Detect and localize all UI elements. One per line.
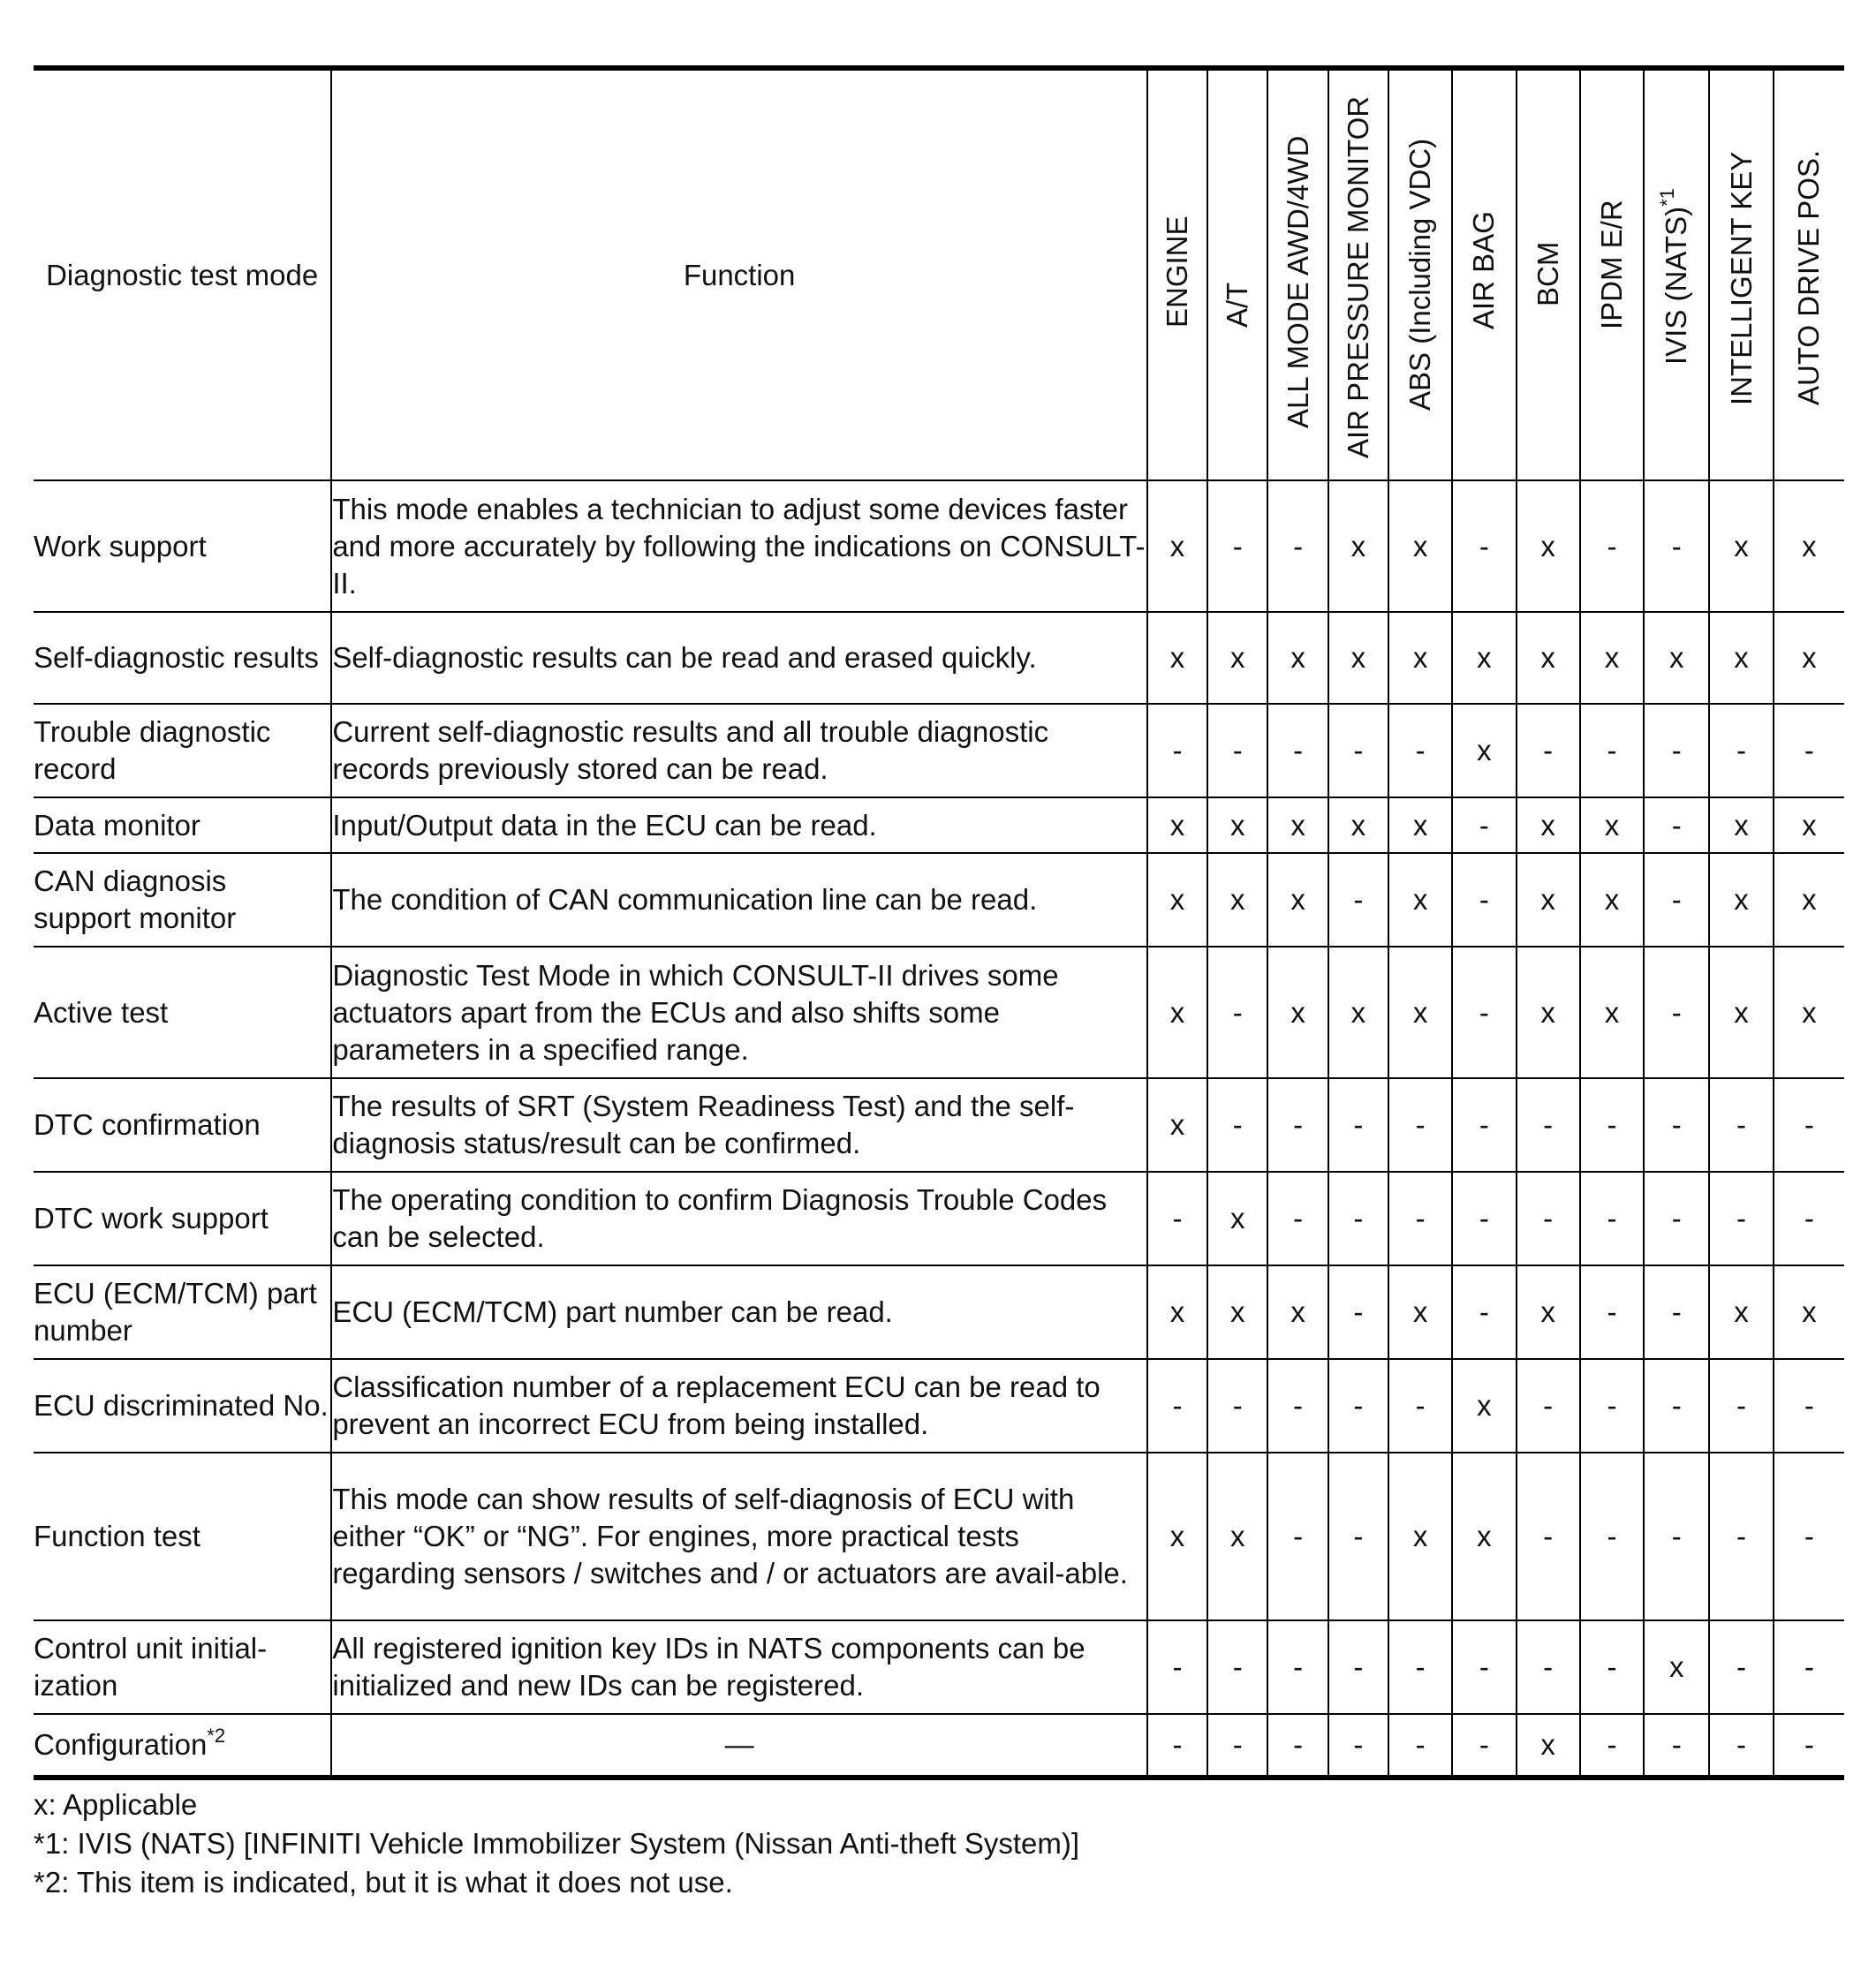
- applicability-mark: -: [1517, 1359, 1580, 1453]
- applicability-mark: x: [1207, 1453, 1267, 1620]
- applicability-mark: -: [1267, 1172, 1328, 1265]
- diagnostic-mode-label: Data monitor: [34, 808, 200, 842]
- footnote-1: *1: IVIS (NATS) [INFINITI Vehicle Immobilizer System (Nissan Anti-theft System)]: [34, 1827, 1080, 1860]
- applicability-mark: -: [1774, 704, 1844, 797]
- function-description-cell: The condition of CAN communication line can be read.: [331, 853, 1147, 947]
- applicability-mark: -: [1452, 480, 1516, 612]
- footnote-marker-2: *2: [207, 1725, 226, 1747]
- diagnostic-mode-label: Trouble diagnostic record: [34, 715, 271, 785]
- applicability-mark: -: [1580, 1359, 1644, 1453]
- applicability-mark: x: [1517, 947, 1580, 1078]
- applicability-mark: -: [1147, 1359, 1207, 1453]
- applicability-mark: x: [1388, 947, 1452, 1078]
- function-description-cell: The results of SRT (System Readiness Test) and the self-diagnosis status/result can be confirmed.: [331, 1078, 1147, 1172]
- applicability-mark: x: [1147, 947, 1207, 1078]
- applicability-mark: -: [1267, 704, 1328, 797]
- applicability-mark: x: [1517, 853, 1580, 947]
- header-system-abs: [1388, 68, 1452, 480]
- applicability-mark: -: [1580, 1714, 1644, 1778]
- applicability-mark: x: [1580, 947, 1644, 1078]
- system-label: INTELLIGENT KEY: [1724, 151, 1758, 405]
- diagnostic-mode-cell: [34, 1453, 331, 1620]
- function-description-cell: ECU (ECM/TCM) part number can be read.: [331, 1265, 1147, 1359]
- applicability-mark: x: [1774, 947, 1844, 1078]
- applicability-mark: -: [1147, 1620, 1207, 1714]
- applicability-mark: x: [1452, 1359, 1516, 1453]
- diagnostic-mode-label: DTC confirmation: [34, 1108, 261, 1141]
- applicability-mark: -: [1267, 1620, 1328, 1714]
- applicability-mark: x: [1267, 853, 1328, 947]
- diagnostic-mode-cell: [34, 1714, 331, 1778]
- applicability-mark: -: [1517, 1453, 1580, 1620]
- system-label: BCM: [1531, 241, 1564, 306]
- applicability-mark: -: [1709, 1620, 1773, 1714]
- header-diagnostic-test-mode: Diagnostic test mode: [34, 68, 331, 480]
- applicability-mark: -: [1328, 1172, 1388, 1265]
- applicability-mark: x: [1267, 1265, 1328, 1359]
- table-row: [34, 1620, 1844, 1714]
- applicability-mark: -: [1207, 1620, 1267, 1714]
- diagnostic-mode-label: ECU (ECM/TCM) part number: [34, 1277, 317, 1347]
- applicability-mark: x: [1580, 853, 1644, 947]
- applicability-mark: x: [1517, 1714, 1580, 1778]
- applicability-mark: x: [1709, 797, 1773, 853]
- applicability-mark: -: [1328, 1265, 1388, 1359]
- applicability-mark: -: [1709, 1714, 1773, 1778]
- applicability-mark: -: [1644, 1714, 1709, 1778]
- system-label: AUTO DRIVE POS.: [1792, 149, 1826, 405]
- applicability-mark: -: [1328, 1453, 1388, 1620]
- table-body: [34, 480, 1844, 1778]
- applicability-mark: -: [1709, 1453, 1773, 1620]
- diagnostic-mode-label: CAN diagnosis support monitor: [34, 864, 237, 934]
- applicability-mark: x: [1147, 1453, 1207, 1620]
- header-system-at: [1207, 68, 1267, 480]
- applicability-mark: -: [1207, 704, 1267, 797]
- applicability-mark: -: [1207, 480, 1267, 612]
- function-description-cell: This mode enables a technician to adjust some devices faster and more accurately by following the indications on CONSULT-II.: [331, 480, 1147, 612]
- applicability-mark: -: [1388, 1078, 1452, 1172]
- applicability-mark: -: [1452, 797, 1516, 853]
- applicability-mark: x: [1517, 480, 1580, 612]
- applicability-mark: x: [1580, 797, 1644, 853]
- applicability-mark: -: [1644, 1453, 1709, 1620]
- applicability-mark: x: [1207, 1172, 1267, 1265]
- diagnostic-mode-cell: [34, 1078, 331, 1172]
- applicability-mark: x: [1452, 1453, 1516, 1620]
- system-label: AIR PRESSURE MONITOR: [1341, 95, 1374, 458]
- function-description-cell: Input/Output data in the ECU can be read.: [331, 797, 1147, 853]
- table-row: [34, 704, 1844, 797]
- diagnostic-mode-label: Configuration: [34, 1728, 208, 1761]
- function-description-cell: Current self-diagnostic results and all trouble diagnostic records previously stored can be read.: [331, 704, 1147, 797]
- applicability-mark: x: [1709, 853, 1773, 947]
- header-system-bcm: [1517, 68, 1580, 480]
- applicability-mark: -: [1580, 1453, 1644, 1620]
- applicability-mark: x: [1388, 1453, 1452, 1620]
- diagnostic-mode-cell: [34, 947, 331, 1078]
- applicability-mark: x: [1774, 480, 1844, 612]
- applicability-mark: -: [1388, 1714, 1452, 1778]
- applicability-mark: x: [1517, 797, 1580, 853]
- applicability-mark: -: [1709, 1359, 1773, 1453]
- system-label: IPDM E/R: [1594, 200, 1628, 329]
- applicability-mark: -: [1147, 1714, 1207, 1778]
- applicability-mark: x: [1774, 853, 1844, 947]
- system-label: A/T: [1221, 282, 1254, 328]
- applicability-mark: x: [1709, 1265, 1773, 1359]
- applicability-mark: x: [1709, 612, 1773, 704]
- applicability-mark: -: [1207, 1078, 1267, 1172]
- applicability-mark: -: [1452, 853, 1516, 947]
- applicability-mark: -: [1328, 853, 1388, 947]
- applicability-mark: -: [1328, 1620, 1388, 1714]
- applicability-mark: x: [1147, 1265, 1207, 1359]
- applicability-mark: x: [1709, 947, 1773, 1078]
- applicability-mark: -: [1388, 1172, 1452, 1265]
- function-description-cell: All registered ignition key IDs in NATS components can be initialized and new IDs can be registered.: [331, 1620, 1147, 1714]
- diagnostic-mode-cell: [34, 1172, 331, 1265]
- header-system-air-bag: [1452, 68, 1516, 480]
- applicability-mark: -: [1517, 1620, 1580, 1714]
- table-row: [34, 1265, 1844, 1359]
- applicability-mark: -: [1580, 704, 1644, 797]
- applicability-mark: -: [1452, 1620, 1516, 1714]
- applicability-mark: -: [1709, 1078, 1773, 1172]
- applicability-mark: -: [1207, 1359, 1267, 1453]
- table-row: [34, 1453, 1844, 1620]
- applicability-mark: x: [1267, 612, 1328, 704]
- applicability-mark: -: [1207, 1714, 1267, 1778]
- diagnostic-mode-cell: [34, 1359, 331, 1453]
- applicability-mark: -: [1328, 1359, 1388, 1453]
- system-label: [1658, 188, 1695, 365]
- applicability-mark: -: [1267, 1078, 1328, 1172]
- applicability-mark: -: [1774, 1714, 1844, 1778]
- applicability-mark: x: [1147, 1078, 1207, 1172]
- header-system-all-mode-awd-4wd: [1267, 68, 1328, 480]
- diagnostic-mode-cell: [34, 704, 331, 797]
- applicability-mark: x: [1709, 480, 1773, 612]
- footnote-marker-1: *1: [1656, 188, 1679, 207]
- applicability-mark: x: [1207, 797, 1267, 853]
- applicability-mark: x: [1774, 797, 1844, 853]
- applicability-mark: x: [1388, 612, 1452, 704]
- applicability-mark: x: [1328, 947, 1388, 1078]
- function-description-cell: —: [331, 1714, 1147, 1778]
- applicability-mark: x: [1774, 1265, 1844, 1359]
- applicability-mark: -: [1147, 704, 1207, 797]
- table-row: [34, 947, 1844, 1078]
- footnote-applicable: x: Applicable: [34, 1788, 198, 1821]
- header-system-air-pressure-monitor: [1328, 68, 1388, 480]
- applicability-mark: -: [1709, 704, 1773, 797]
- applicability-mark: -: [1774, 1078, 1844, 1172]
- function-description-cell: Classification number of a replacement ECU can be read to prevent an incorrect ECU from being installed.: [331, 1359, 1147, 1453]
- table-row: [34, 1078, 1844, 1172]
- table-row: [34, 480, 1844, 612]
- applicability-mark: -: [1452, 1078, 1516, 1172]
- table-row: [34, 797, 1844, 853]
- applicability-mark: x: [1452, 704, 1516, 797]
- applicability-mark: -: [1267, 1714, 1328, 1778]
- applicability-mark: -: [1774, 1359, 1844, 1453]
- footnote-2: *2: This item is indicated, but it is what it does not use.: [34, 1866, 733, 1899]
- applicability-mark: x: [1328, 480, 1388, 612]
- applicability-mark: -: [1580, 1265, 1644, 1359]
- applicability-mark: -: [1644, 1078, 1709, 1172]
- applicability-mark: x: [1147, 480, 1207, 612]
- applicability-mark: x: [1644, 612, 1709, 704]
- applicability-mark: x: [1388, 480, 1452, 612]
- ivis-label: IVIS (NATS): [1660, 206, 1693, 365]
- applicability-mark: -: [1452, 1172, 1516, 1265]
- applicability-mark: x: [1517, 1265, 1580, 1359]
- applicability-mark: -: [1328, 704, 1388, 797]
- applicability-mark: x: [1580, 612, 1644, 704]
- applicability-mark: x: [1207, 853, 1267, 947]
- applicability-mark: -: [1644, 1172, 1709, 1265]
- system-label: AIR BAG: [1467, 211, 1501, 329]
- applicability-mark: -: [1267, 1453, 1328, 1620]
- function-description-cell: Self-diagnostic results can be read and erased quickly.: [331, 612, 1147, 704]
- header-row: [34, 68, 1844, 480]
- diagnostic-mode-cell: [34, 1620, 331, 1714]
- applicability-mark: x: [1388, 1265, 1452, 1359]
- applicability-mark: -: [1517, 1172, 1580, 1265]
- applicability-mark: -: [1147, 1172, 1207, 1265]
- header-system-intelligent-key: [1709, 68, 1773, 480]
- applicability-mark: -: [1644, 853, 1709, 947]
- applicability-mark: x: [1644, 1620, 1709, 1714]
- diagnostic-mode-cell: [34, 797, 331, 853]
- applicability-mark: -: [1644, 480, 1709, 612]
- applicability-mark: x: [1388, 853, 1452, 947]
- applicability-mark: x: [1207, 612, 1267, 704]
- applicability-mark: -: [1328, 1714, 1388, 1778]
- system-label: ABS (Including VDC): [1403, 138, 1437, 411]
- table-row: [34, 1172, 1844, 1265]
- header-system-auto-drive-pos: [1774, 68, 1844, 480]
- applicability-mark: -: [1580, 1078, 1644, 1172]
- diagnostic-test-mode-table: [34, 65, 1844, 1780]
- applicability-mark: -: [1644, 1265, 1709, 1359]
- diagnostic-mode-cell: [34, 1265, 331, 1359]
- applicability-mark: x: [1328, 612, 1388, 704]
- table-row: [34, 1359, 1844, 1453]
- table-row: [34, 853, 1844, 947]
- applicability-mark: -: [1267, 480, 1328, 612]
- applicability-mark: -: [1580, 1620, 1644, 1714]
- applicability-mark: -: [1709, 1172, 1773, 1265]
- applicability-mark: -: [1452, 947, 1516, 1078]
- applicability-mark: x: [1147, 853, 1207, 947]
- applicability-mark: -: [1774, 1620, 1844, 1714]
- diagnostic-mode-label: Function test: [34, 1520, 200, 1552]
- applicability-mark: -: [1580, 480, 1644, 612]
- applicability-mark: -: [1388, 1359, 1452, 1453]
- applicability-mark: -: [1328, 1078, 1388, 1172]
- table-row: [34, 612, 1844, 704]
- applicability-mark: -: [1207, 947, 1267, 1078]
- applicability-mark: x: [1517, 612, 1580, 704]
- applicability-mark: x: [1388, 797, 1452, 853]
- header-system-ivis-nats: [1644, 68, 1709, 480]
- diagnostic-mode-label: Work support: [34, 529, 207, 562]
- applicability-mark: -: [1774, 1172, 1844, 1265]
- diagnostic-mode-cell: [34, 480, 331, 612]
- diagnostic-mode-cell: [34, 853, 331, 947]
- applicability-mark: x: [1267, 947, 1328, 1078]
- applicability-mark: -: [1644, 704, 1709, 797]
- applicability-mark: -: [1644, 797, 1709, 853]
- applicability-mark: x: [1774, 612, 1844, 704]
- diagnostic-mode-cell: [34, 612, 331, 704]
- applicability-mark: -: [1267, 1359, 1328, 1453]
- applicability-mark: -: [1774, 1453, 1844, 1620]
- applicability-mark: -: [1517, 704, 1580, 797]
- system-label: ALL MODE AWD/4WD: [1281, 135, 1314, 428]
- diagnostic-mode-label: Control unit initial-ization: [34, 1632, 268, 1702]
- function-description-cell: The operating condition to confirm Diagnosis Trouble Codes can be selected.: [331, 1172, 1147, 1265]
- applicability-mark: x: [1267, 797, 1328, 853]
- diagnostic-mode-label: ECU discriminated No.: [34, 1389, 329, 1422]
- applicability-mark: -: [1452, 1714, 1516, 1778]
- applicability-mark: -: [1452, 1265, 1516, 1359]
- diagnostic-mode-label: DTC work support: [34, 1202, 269, 1234]
- diagnostic-mode-document: [34, 65, 1844, 1902]
- system-label: ENGINE: [1161, 215, 1194, 328]
- header-system-ipdm-er: [1580, 68, 1644, 480]
- applicability-mark: x: [1207, 1265, 1267, 1359]
- applicability-mark: -: [1580, 1172, 1644, 1265]
- diagnostic-mode-label: Self-diagnostic results: [34, 641, 319, 674]
- applicability-mark: x: [1147, 797, 1207, 853]
- applicability-mark: -: [1388, 1620, 1452, 1714]
- function-description-cell: Diagnostic Test Mode in which CONSULT-II drives some actuators apart from the ECUs and also shifts some parameters in a specified range.: [331, 947, 1147, 1078]
- applicability-mark: x: [1147, 612, 1207, 704]
- applicability-mark: -: [1517, 1078, 1580, 1172]
- footnotes: [34, 1786, 1844, 1902]
- table-row: [34, 1714, 1844, 1778]
- applicability-mark: x: [1452, 612, 1516, 704]
- applicability-mark: -: [1644, 947, 1709, 1078]
- applicability-mark: x: [1328, 797, 1388, 853]
- header-system-engine: [1147, 68, 1207, 480]
- diagnostic-mode-label: Active test: [34, 995, 169, 1029]
- table-header: [34, 68, 1844, 480]
- applicability-mark: -: [1388, 704, 1452, 797]
- applicability-mark: -: [1644, 1359, 1709, 1453]
- function-description-cell: This mode can show results of self-diagnosis of ECU with either “OK” or “NG”. For engines, more practical tests regarding sensors / switches and / or actuators are avail-able.: [331, 1453, 1147, 1620]
- header-function: Function: [331, 68, 1147, 480]
